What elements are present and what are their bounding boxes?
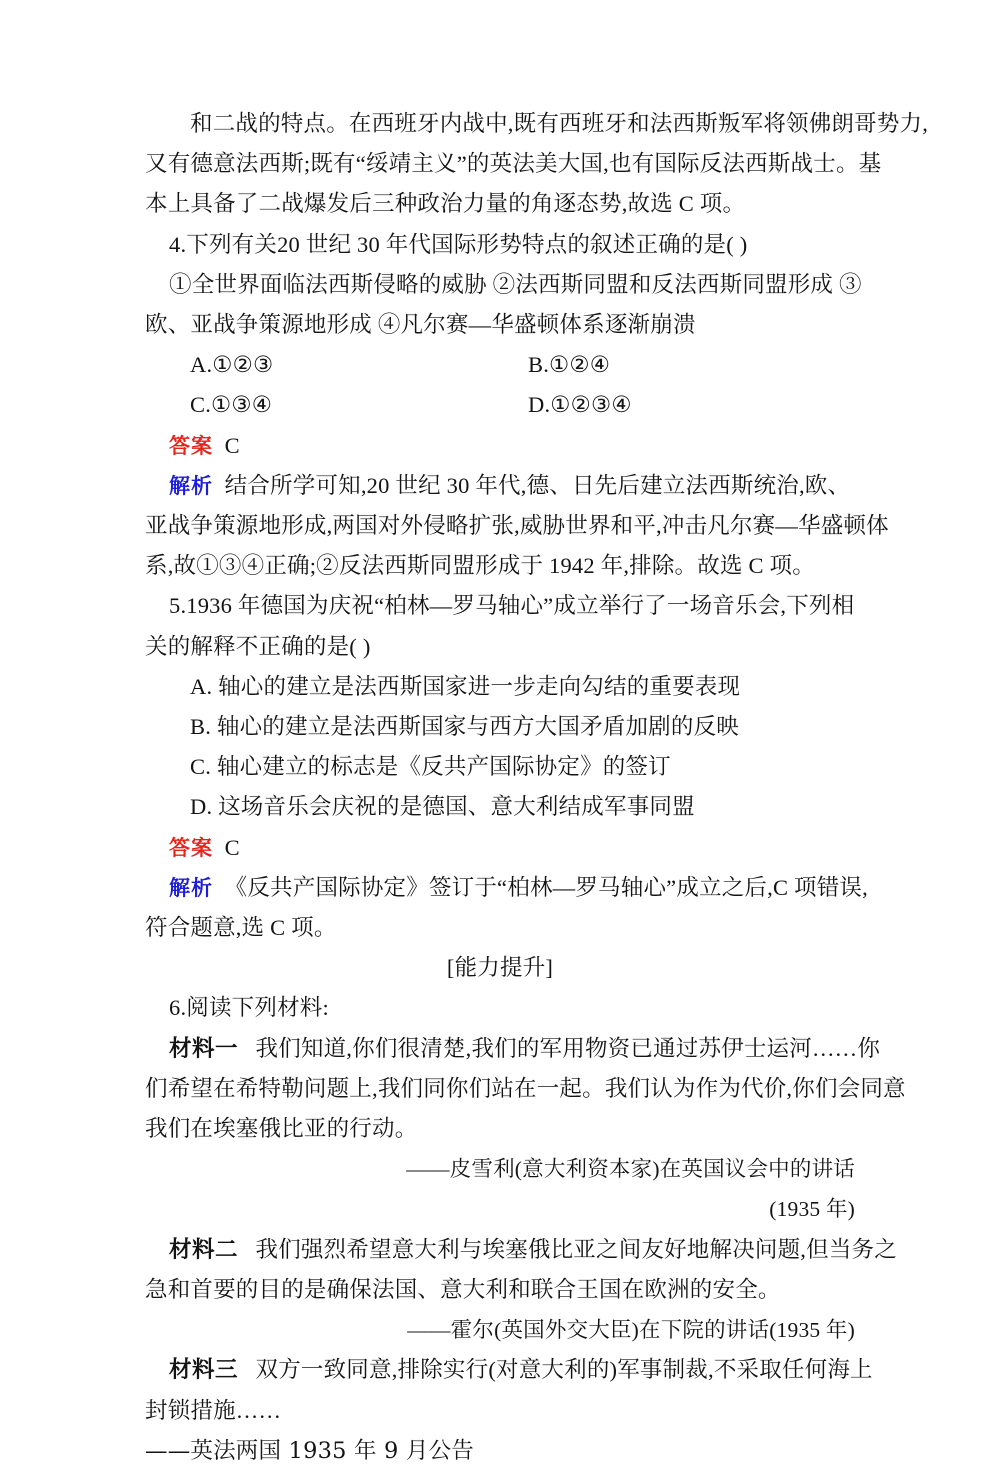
text-line: 亚战争策源地形成,两国对外侵略扩张,威胁世界和平,冲击凡尔赛—华盛顿体 [145, 513, 889, 539]
question-4-statement-line: ①全世界面临法西斯侵略的威胁 ②法西斯同盟和反法西斯同盟形成 ③ [169, 271, 862, 297]
option-a-key: A. [190, 352, 213, 378]
option-d-text: ①②③④ [550, 392, 632, 418]
material-3-first-line [145, 1350, 873, 1390]
option-c-text: ①③④ [211, 392, 273, 418]
option-d-key: D. [190, 794, 213, 820]
material-1-source-date: (1935 年) [769, 1197, 855, 1222]
option-b[interactable] [528, 345, 866, 385]
answer-value: C [224, 834, 240, 860]
text-line: 封锁措施…… [145, 1397, 282, 1423]
text-line: 急和首要的目的是确保法国、意大利和联合王国在欧洲的安全。 [145, 1276, 781, 1302]
material-3-text: 双方一致同意,排除实行(对意大利的)军事制裁,不采取任何海上 [255, 1357, 873, 1383]
analysis-text: 结合所学可知,20 世纪 30 年代,德、日先后建立法西斯统治,欧、 [224, 472, 851, 498]
analysis-label: 解析 [169, 875, 213, 900]
option-a[interactable] [190, 345, 528, 385]
material-2-first-line [145, 1230, 897, 1270]
option-d[interactable] [145, 787, 855, 827]
option-b-key: B. [528, 352, 550, 378]
question-5-stem-line: 关的解释不正确的是( ) [145, 633, 371, 659]
option-b-text: 轴心的建立是法西斯国家与西方大国矛盾加剧的反映 [216, 714, 739, 740]
material-1 [145, 1029, 906, 1230]
answer-label: 答案 [169, 835, 213, 860]
question-6 [145, 988, 906, 1470]
explanation-continued-paragraph [145, 104, 929, 225]
text-line: 我们在埃塞俄比亚的行动。 [145, 1116, 418, 1142]
question-5-answer-row [145, 828, 855, 868]
text-line: 又有德意法西斯;既有“绥靖主义”的英法美大国,也有国际反法西斯战士。基 [145, 151, 882, 177]
question-4-answer-row [145, 426, 855, 466]
text-line: 系,故①③④正确;②反法西斯同盟形成于 1942 年,排除。故选 C 项。 [145, 553, 815, 579]
option-d-key: D. [528, 392, 551, 418]
option-c-text: 轴心建立的标志是《反共产国际协定》的签订 [216, 754, 671, 780]
option-a-text: ①②③ [212, 352, 274, 378]
text-line: 和二战的特点。在西班牙内战中,既有西班牙和法西斯叛军将领佛朗哥势力, [190, 111, 929, 136]
option-c-key: C. [190, 754, 212, 780]
option-b-key: B. [190, 714, 212, 740]
text-line: 符合题意,选 C 项。 [145, 915, 337, 941]
option-a-text: 轴心的建立是法西斯国家进一步走向勾结的重要表现 [218, 673, 741, 699]
material-2-text: 我们强烈希望意大利与埃塞俄比亚之间友好地解决问题,但当务之 [255, 1236, 897, 1262]
option-b[interactable] [145, 707, 855, 747]
material-3 [145, 1350, 873, 1471]
option-a-key: A. [190, 673, 213, 699]
material-1-text: 我们知道,你们很清楚,我们的军用物资已通过苏伊士运河……你 [255, 1035, 881, 1061]
material-2-source-line: ——霍尔(英国外交大臣)在下院的讲话(1935 年) [407, 1318, 855, 1343]
text-line: 本上具备了二战爆发后三种政治力量的角逐态势,故选 C 项。 [145, 191, 746, 217]
analysis-text: 《反共产国际协定》签订于“柏林—罗马轴心”成立之后,C 项错误, [224, 874, 868, 900]
question-5-analysis-first-line [145, 868, 868, 908]
option-a[interactable] [145, 667, 855, 707]
answer-value: C [224, 432, 240, 458]
material-3-label: 材料三 [169, 1357, 239, 1383]
question-5-stem-line: 5.1936 年德国为庆祝“柏林—罗马轴心”成立举行了一场音乐会,下列相 [169, 593, 855, 619]
option-c-key: C. [190, 392, 212, 418]
option-d[interactable] [528, 385, 866, 425]
question-4-analysis-first-line [145, 466, 855, 506]
question-4-options-row-1 [145, 345, 855, 385]
material-1-source-line: ——皮雪利(意大利资本家)在英国议会中的讲话 [406, 1157, 855, 1182]
question-6-stem: 6.阅读下列材料: [169, 995, 329, 1021]
material-2-label: 材料二 [169, 1236, 239, 1262]
question-4-options-row-2 [145, 385, 855, 425]
text-line: 们希望在希特勒问题上,我们同你们站在一起。我们认为作为代价,你们会同意 [145, 1075, 906, 1101]
option-c[interactable] [145, 747, 855, 787]
option-c[interactable] [190, 385, 528, 425]
material-2 [145, 1230, 897, 1351]
material-1-label: 材料一 [169, 1035, 239, 1061]
question-4 [145, 225, 889, 587]
answer-label: 答案 [169, 433, 213, 458]
question-4-stem: 4.下列有关20 世纪 30 年代国际形势特点的叙述正确的是( ) [169, 231, 748, 257]
question-4-statement-line: 欧、亚战争策源地形成 ④凡尔赛—华盛顿体系逐渐崩溃 [145, 312, 696, 338]
section-header: [能力提升] [446, 955, 554, 981]
option-b-text: ①②④ [549, 352, 611, 378]
material-3-source-line: ——英法两国 1935 年 9 月公告 [145, 1437, 474, 1464]
question-5 [145, 586, 868, 948]
material-1-first-line [145, 1029, 881, 1069]
analysis-label: 解析 [169, 473, 213, 498]
option-d-text: 这场音乐会庆祝的是德国、意大利结成军事同盟 [218, 794, 695, 820]
